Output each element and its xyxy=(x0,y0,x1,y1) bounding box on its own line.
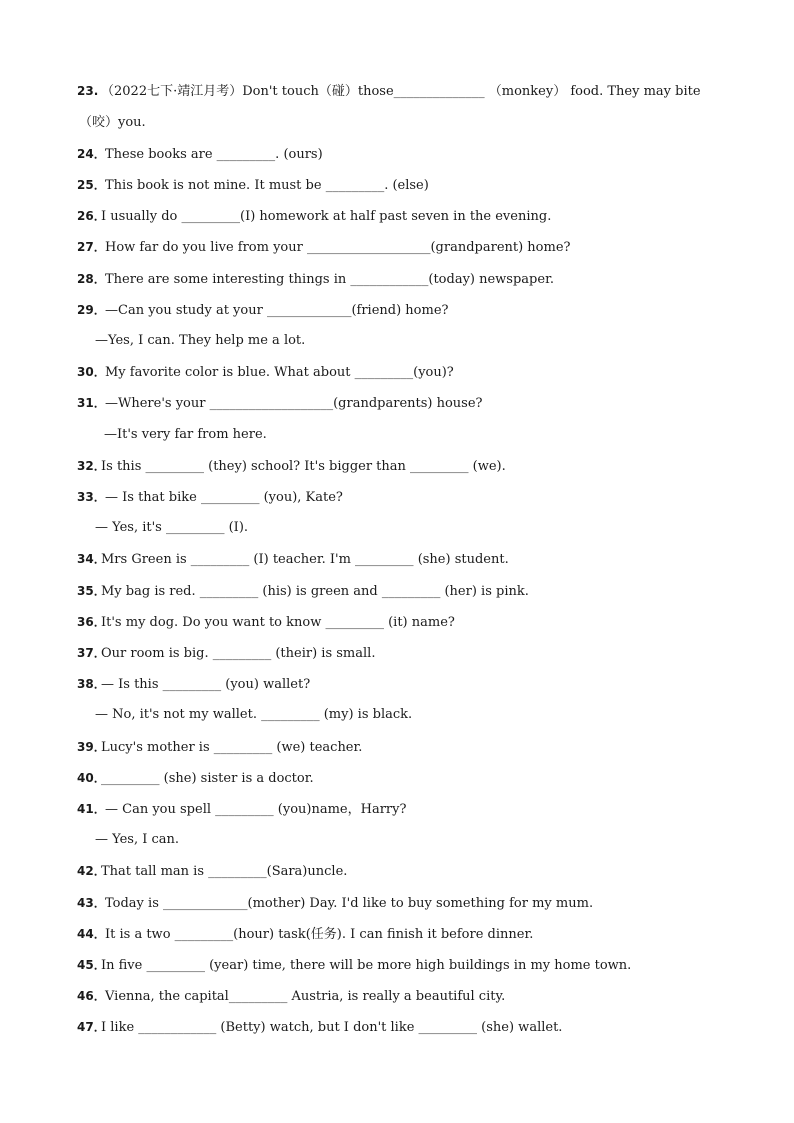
question-number: 43． xyxy=(77,896,106,910)
question-35 xyxy=(77,582,704,600)
question-41-reply xyxy=(95,831,704,849)
question-number: 24． xyxy=(77,147,106,161)
question-text: — Yes, I can. xyxy=(95,832,180,847)
question-text: There are some interesting things in ____________(today) newspaper. xyxy=(105,272,554,287)
question-text: In five _________ (year) time, there will be more high buildings in my home town. xyxy=(101,958,632,973)
question-text: — No, it's not my wallet. _________ (my) is black. xyxy=(95,707,413,722)
question-text: It's my dog. Do you want to know _________ (it) name? xyxy=(101,615,455,630)
question-47 xyxy=(77,1018,704,1036)
question-number: 28． xyxy=(77,272,106,286)
question-number: 41． xyxy=(77,802,106,816)
question-text: This book is not mine. It must be _________. (else) xyxy=(105,178,429,193)
question-text: Vienna, the capital_________ Austria, is really a beautiful city. xyxy=(105,989,506,1004)
question-34 xyxy=(77,550,704,568)
question-text: —Can you study at your _____________(friend) home? xyxy=(105,303,449,318)
question-number: 44． xyxy=(77,927,106,941)
question-31 xyxy=(77,394,704,412)
question-26 xyxy=(77,207,704,225)
question-29 xyxy=(77,301,704,319)
question-text: — Is that bike _________ (you), Kate? xyxy=(105,490,343,505)
question-number: 36． xyxy=(77,615,106,629)
question-text: — Can you spell _________ (you)name，Harry? xyxy=(105,802,407,817)
question-number: 38． xyxy=(77,677,106,691)
question-text: — Is this _________ (you) wallet? xyxy=(101,677,311,692)
question-text: Is this _________ (they) school? It's bigger than _________ (we). xyxy=(101,459,506,474)
question-number: 23. xyxy=(77,84,99,98)
question-text: Our room is big. _________ (their) is small. xyxy=(101,646,376,661)
question-38 xyxy=(77,675,704,693)
question-text: I usually do _________(I) homework at half past seven in the evening. xyxy=(101,209,552,224)
question-38-reply xyxy=(95,706,704,724)
question-text: That tall man is _________(Sara)uncle. xyxy=(101,864,348,879)
question-number: 25． xyxy=(77,178,106,192)
question-number: 26． xyxy=(77,209,106,223)
question-number: 47． xyxy=(77,1020,106,1034)
question-text: I like ____________ (Betty) watch, but I don't like _________ (she) wallet. xyxy=(101,1020,563,1035)
question-41 xyxy=(77,800,704,818)
question-number: 29． xyxy=(77,303,106,317)
question-31-reply xyxy=(104,426,704,444)
question-number: 40． xyxy=(77,771,106,785)
question-text: （2022七下·靖江月考）Don't touch（碰）those______________ （monkey） food. They may bite xyxy=(101,84,701,99)
question-text: My favorite color is blue. What about _________(you)? xyxy=(105,365,454,380)
question-45 xyxy=(77,956,704,974)
question-43 xyxy=(77,894,704,912)
question-33-reply xyxy=(95,519,704,537)
question-number: 42． xyxy=(77,864,106,878)
question-30 xyxy=(77,363,704,381)
question-number: 32． xyxy=(77,459,106,473)
question-32 xyxy=(77,457,704,475)
question-25 xyxy=(77,176,704,194)
question-text: （咬）you. xyxy=(79,115,146,130)
question-text: Lucy's mother is _________ (we) teacher. xyxy=(101,740,363,755)
question-text: These books are _________. (ours) xyxy=(105,147,323,162)
question-text: —It's very far from here. xyxy=(104,427,267,442)
question-number: 39． xyxy=(77,740,106,754)
question-text: Today is _____________(mother) Day. I'd like to buy something for my mum. xyxy=(105,896,594,911)
question-42 xyxy=(77,862,704,880)
question-33 xyxy=(77,488,704,506)
question-text: —Where's your ___________________(grandparents) house? xyxy=(105,396,483,411)
question-number: 45． xyxy=(77,958,106,972)
question-36 xyxy=(77,613,704,631)
question-39 xyxy=(77,738,704,756)
question-37 xyxy=(77,644,704,662)
question-28 xyxy=(77,270,704,288)
question-number: 33． xyxy=(77,490,106,504)
question-23-continuation xyxy=(79,114,704,132)
question-23 xyxy=(77,82,704,100)
question-number: 31． xyxy=(77,396,106,410)
question-number: 30． xyxy=(77,365,106,379)
question-text: —Yes, I can. They help me a lot. xyxy=(95,333,306,348)
question-number: 37． xyxy=(77,646,106,660)
question-27 xyxy=(77,238,704,256)
question-text: It is a two _________(hour) task(任务). I can finish it before dinner. xyxy=(105,927,534,942)
question-number: 35． xyxy=(77,584,106,598)
question-number: 46． xyxy=(77,989,106,1003)
question-24 xyxy=(77,145,704,163)
question-text: How far do you live from your ___________________(grandparent) home? xyxy=(105,240,571,255)
question-44 xyxy=(77,925,704,943)
question-number: 34． xyxy=(77,552,106,566)
question-text: — Yes, it's _________ (I). xyxy=(95,520,249,535)
question-46 xyxy=(77,987,704,1005)
question-text: Mrs Green is _________ (I) teacher. I'm _________ (she) student. xyxy=(101,552,509,567)
question-number: 27． xyxy=(77,240,106,254)
question-text: My bag is red. _________ (his) is green and _________ (her) is pink. xyxy=(101,584,529,599)
question-29-reply xyxy=(95,332,704,350)
question-text: _________ (she) sister is a doctor. xyxy=(101,771,314,786)
question-40 xyxy=(77,769,704,787)
